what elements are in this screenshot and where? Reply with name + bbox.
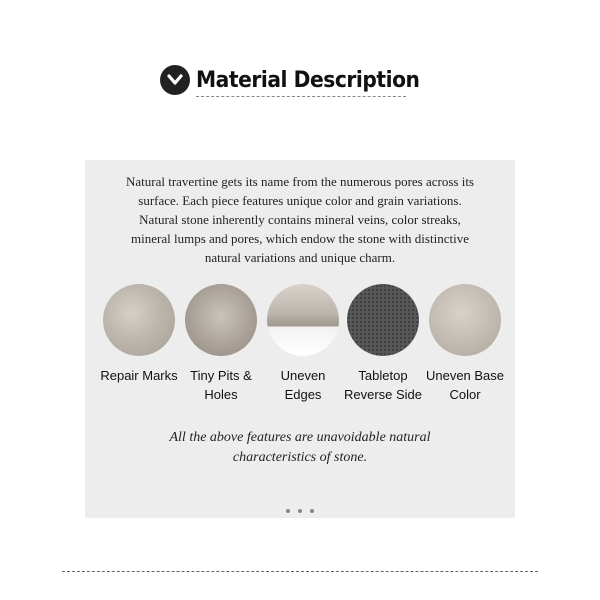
feature-label-line: Tiny Pits & (190, 368, 252, 383)
feature-repair-marks (93, 284, 185, 385)
chevron-down-icon (160, 65, 190, 95)
feature-label (175, 366, 267, 404)
uneven-edges-image (267, 284, 339, 356)
note-line: characteristics of stone. (232, 450, 368, 465)
intro-line: surface. Each piece features unique color and grain variations. (138, 193, 462, 208)
info-panel (85, 160, 515, 518)
section-header (160, 62, 439, 98)
tiny-pits-image (185, 284, 257, 356)
feature-label (419, 366, 511, 404)
feature-label-line: Uneven Base (425, 368, 505, 383)
feature-list (85, 284, 515, 404)
feature-label (93, 366, 185, 385)
uneven-base-color-image (429, 284, 501, 356)
feature-tabletop-reverse (337, 284, 429, 404)
intro-line: mineral lumps and pores, which endow the stone with distinctive (131, 231, 469, 246)
page-title: Material Description (196, 67, 420, 93)
feature-label-line: Repair Marks (100, 368, 178, 383)
intro-line: Natural stone inherently contains mineral veins, color streaks, (139, 212, 461, 227)
intro-line: Natural travertine gets its name from the numerous pores across its (125, 174, 474, 189)
repair-marks-image (103, 284, 175, 356)
intro-line: natural variations and unique charm. (204, 250, 396, 265)
note-line: All the above features are unavoidable natural (169, 430, 431, 445)
tabletop-reverse-image (347, 284, 419, 356)
feature-label (337, 366, 429, 404)
bottom-divider (62, 571, 538, 572)
feature-label-line: Color (449, 387, 481, 402)
dot (310, 509, 314, 513)
feature-uneven-edges (257, 284, 349, 404)
more-indicator (85, 500, 515, 518)
feature-tiny-pits (175, 284, 267, 404)
feature-label (257, 366, 349, 404)
header-divider (196, 96, 406, 97)
dot (286, 509, 290, 513)
dot (298, 509, 302, 513)
feature-uneven-base-color (419, 284, 511, 404)
disclaimer-note (105, 428, 495, 468)
feature-label-line: Edges (284, 387, 322, 402)
feature-label-line: Reverse Side (343, 387, 423, 402)
feature-label-line: Holes (204, 387, 238, 402)
feature-label-line: Uneven (280, 368, 326, 383)
intro-paragraph (95, 172, 505, 267)
feature-label-line: Tabletop (358, 368, 408, 383)
